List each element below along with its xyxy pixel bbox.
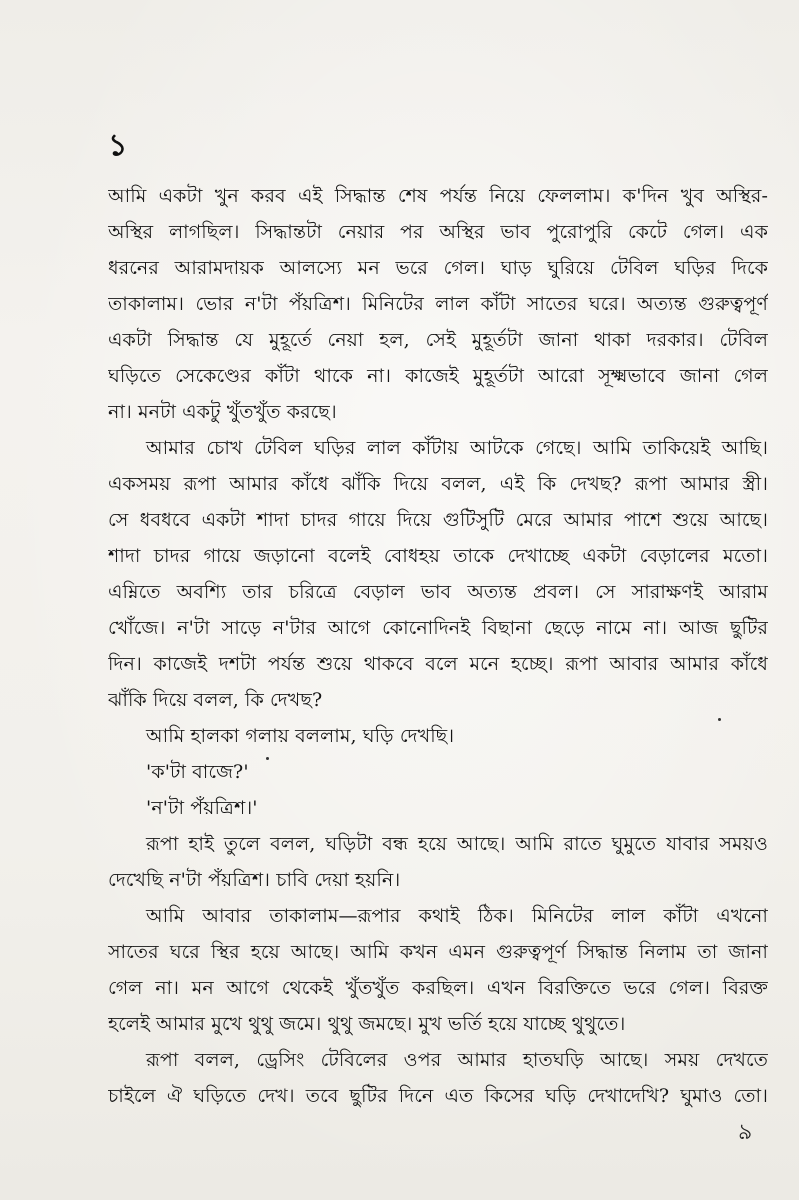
text-line: একসময় রূপা আমার কাঁধে ঝাঁকি দিয়ে বলল, এই কি দেখছ? রূপা আমার স্ত্রী। xyxy=(108,473,768,495)
text-line: আমি একটা খুন করব এই সিদ্ধান্ত শেষ পর্যন্ত নিয়ে ফেললাম। ক'দিন খুব অস্থির- xyxy=(108,185,768,207)
body-text xyxy=(108,178,768,1114)
text-line: ঘড়িতে সেকেণ্ডের কাঁটা থাকে না। কাজেই মুহূর্তটা আরো সূক্ষ্মভাবে জানা গেল xyxy=(108,365,768,387)
text-line: হলেই আমার মুখে থুথু জমে। থুথু জমছে। মুখ ভর্তি হয়ে যাচ্ছে থুথুতে। xyxy=(108,1013,626,1035)
ink-speck xyxy=(718,718,721,721)
text-line: ধরনের আরামদায়ক আলস্যে মন ভরে গেল। ঘাড় ঘুরিয়ে টেবিল ঘড়ির দিকে xyxy=(108,257,768,279)
text-line: দেখেছি ন'টা পঁয়ত্রিশ। চাবি দেয়া হয়নি। xyxy=(108,869,401,891)
text-line: শাদা চাদর গায়ে জড়ানো বলেই বোধহয় তাকে দেখাচ্ছে একটা বেড়ালের মতো। xyxy=(108,545,768,567)
text-line: 'ক'টা বাজে?' xyxy=(146,761,249,783)
chapter-number: ১ xyxy=(108,128,128,163)
text-line: না। মনটা একটু খুঁতখুঁত করছে। xyxy=(108,401,337,423)
text-line: দিন। কাজেই দশটা পর্যন্ত শুয়ে থাকবে বলে মনে হচ্ছে। রূপা আবার আমার কাঁধে xyxy=(108,653,768,675)
text-line: একটা সিদ্ধান্ত যে মুহূর্তে নেয়া হল, সেই মুহূর্তটা জানা থাকা দরকার। টেবিল xyxy=(108,329,768,351)
text-line: ঝাঁকি দিয়ে বলল, কি দেখছ? xyxy=(108,689,323,711)
text-line: আমার চোখ টেবিল ঘড়ির লাল কাঁটায় আটকে গেছে। আমি তাকিয়েই আছি। xyxy=(146,437,768,459)
text-line: আমি আবার তাকালাম—রূপার কথাই ঠিক। মিনিটের লাল কাঁটা এখনো xyxy=(146,905,768,927)
text-line: রূপা হাই তুলে বলল, ঘড়িটা বন্ধ হয়ে আছে। আমি রাতে ঘুমুতে যাবার সময়ও xyxy=(146,833,768,855)
text-line: গেল না। মন আগে থেকেই খুঁতখুঁত করছিল। এখন বিরক্তিতে ভরে গেল। বিরক্ত xyxy=(108,977,768,999)
text-line: রূপা বলল, ড্রেসিং টেবিলের ওপর আমার হাতঘড়ি আছে। সময় দেখতে xyxy=(146,1049,768,1071)
text-line: সে ধবধবে একটা শাদা চাদর গায়ে দিয়ে গুটিসুটি মেরে আমার পাশে শুয়ে আছে। xyxy=(108,509,768,531)
text-line: 'ন'টা পঁয়ত্রিশ।' xyxy=(146,797,258,819)
text-line: তাকালাম। ভোর ন'টা পঁয়ত্রিশ। মিনিটের লাল কাঁটা সাতের ঘরে। অত্যন্ত গুরুত্বপূর্ণ xyxy=(108,293,768,315)
text-line: চাইলে ঐ ঘড়িতে দেখ। তবে ছুটির দিনে এত কিসের ঘড়ি দেখাদেখি? ঘুমাও তো। xyxy=(108,1085,768,1107)
ink-speck xyxy=(266,757,269,760)
page-number: ৯ xyxy=(738,1120,753,1145)
text-line: এম্নিতে অবশ্যি তার চরিত্রে বেড়াল ভাব অত্যন্ত প্রবল। সে সারাক্ষণই আরাম xyxy=(108,581,768,603)
text-line: সাতের ঘরে স্থির হয়ে আছে। আমি কখন এমন গুরুত্বপূর্ণ সিদ্ধান্ত নিলাম তা জানা xyxy=(108,941,768,963)
text-line: অস্থির লাগছিল। সিদ্ধান্তটা নেয়ার পর অস্থির ভাব পুরোপুরি কেটে গেল। এক xyxy=(108,221,768,243)
text-line: খোঁজে। ন'টা সাড়ে ন'টার আগে কোনোদিনই বিছানা ছেড়ে নামে না। আজ ছুটির xyxy=(108,617,768,639)
text-line: আমি হালকা গলায় বললাম, ঘড়ি দেখছি। xyxy=(146,725,455,747)
